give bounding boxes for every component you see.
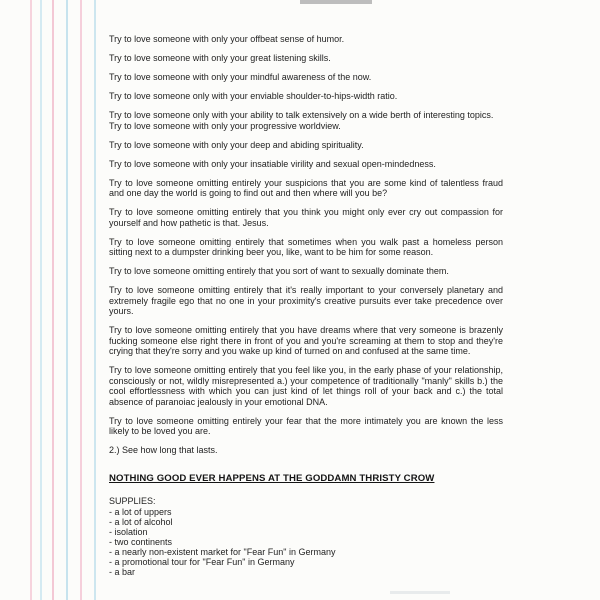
margin-line [30,0,32,600]
list-item: - a nearly non-existent market for "Fear Fun" in Germany [109,546,336,557]
margin-line [40,0,42,600]
list-item: - a promotional tour for "Fear Fun" in Germany [109,556,295,567]
paragraph: Try to love someone omitting entirely your suspicions that you are some kind of talentless fraud and one day the world is going to find out and then where will you be? [109,177,503,198]
document-body [109,34,503,577]
paragraph: Try to love someone omitting entirely that sometimes when you walk past a homeless person sitting next to a dumpster drinking beer you, like, want to be him for some reason. [109,236,503,257]
list-item: - a lot of alcohol [109,516,173,527]
paragraph: Try to love someone with only your mindful awareness of the now. [109,72,372,82]
paragraph: Try to love someone omitting entirely that it's really important to your conversely planetary and extremely fragile ego that no one in your proximity's creative pursuits ever take precedence over yours. [109,285,503,316]
paragraph: Try to love someone omitting entirely that you sort of want to sexually dominate them. [109,266,449,276]
paragraph: Try to love someone only with your ability to talk extensively on a wide berth of interesting topics. Try to love someone with only your progressive worldview. [109,110,494,131]
list-item: - isolation [109,526,148,537]
paragraph: Try to love someone only with your enviable shoulder-to-hips-width ratio. [109,91,398,101]
paragraph: Try to love someone with only your insatiable virility and sexual open-mindedness. [109,158,436,169]
list-item: - a bar [109,566,136,577]
supplies-label: SUPPLIES: [109,496,156,506]
paragraph: Try to love someone with only your deep and abiding spirituality. [109,139,364,150]
section-heading: NOTHING GOOD EVER HAPPENS AT THE GODDAMN THRISTY CROW [109,472,435,484]
margin-line [66,0,68,600]
supplies-list [109,507,503,577]
list-item: - two continents [109,536,173,547]
margin-line [94,0,96,600]
top-edge-mark [300,0,372,4]
paragraph: Try to love someone omitting entirely your fear that the more intimately you are known the less likely to be loved you are. [109,415,503,436]
paragraph: Try to love someone with only your offbeat sense of humor. [109,34,345,44]
paragraph: Try to love someone omitting entirely that you have dreams where that very someone is brazenly fucking someone else right there in front of you and you're screaming at them to stop and they're crying that they're sorry and you wake up kind of turned on and confused at the same time. [109,325,503,356]
paragraph: Try to love someone with only your great listening skills. [109,53,331,63]
margin-line [52,0,54,600]
list-item: - a lot of uppers [109,506,172,517]
paragraph: Try to love someone omitting entirely that you think you might only ever cry out compassion for yourself and how pathetic is that. Jesus. [109,207,503,228]
margin-line [80,0,82,600]
margin-lines [0,0,100,600]
bottom-edge-mark [390,591,450,594]
note: 2.) See how long that lasts. [109,445,218,455]
paragraph: Try to love someone omitting entirely that you feel like you, in the early phase of your relationship, consciously or not, wildly misrepresented a.) your competence of traditionally "manly" skills b.) the cool effortlessness with which you can just kind of let things roll of your back and c.) the total absence of paranoiac jealously in your emotional DNA. [109,365,503,407]
